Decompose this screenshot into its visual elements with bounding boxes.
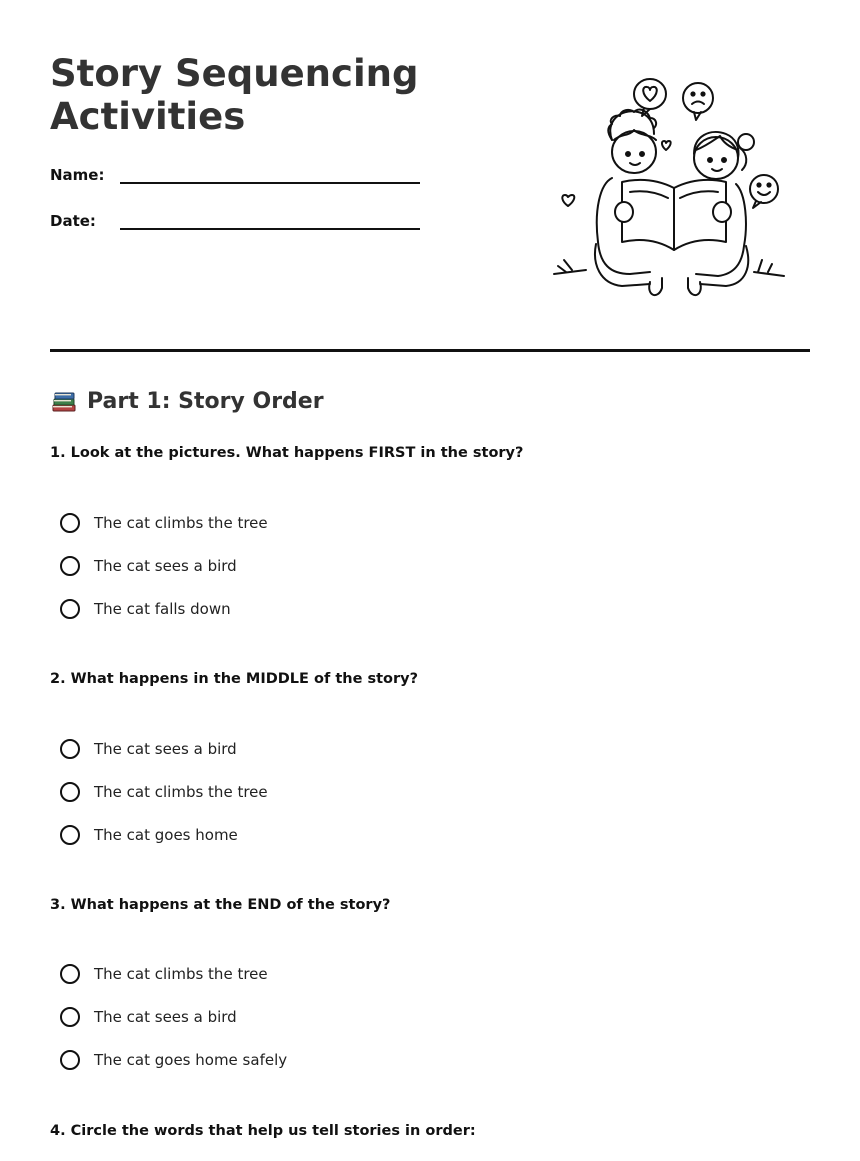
smiley-bubble-icon [750, 175, 778, 208]
radio-circle[interactable] [60, 964, 80, 984]
option-label: The cat sees a bird [94, 557, 237, 575]
name-field-row [50, 166, 420, 184]
option-label: The cat falls down [94, 600, 231, 618]
option-label: The cat goes home safely [94, 1051, 288, 1069]
q3-option-2[interactable] [60, 1004, 237, 1030]
q2-option-1[interactable] [60, 736, 237, 762]
option-label: The cat sees a bird [94, 740, 237, 758]
option-label: The cat climbs the tree [94, 783, 268, 801]
title-line-2: Activities [50, 95, 246, 138]
worksheet-header [50, 52, 810, 312]
radio-circle[interactable] [60, 556, 80, 576]
option-label: The cat climbs the tree [94, 514, 268, 532]
q1-option-2[interactable] [60, 553, 237, 579]
open-book [615, 180, 731, 250]
option-label: The cat goes home [94, 826, 238, 844]
title-line-1: Story Sequencing [50, 52, 419, 95]
radio-circle[interactable] [60, 825, 80, 845]
worried-face-bubble-icon [683, 83, 713, 120]
option-label: The cat sees a bird [94, 1008, 237, 1026]
radio-circle[interactable] [60, 782, 80, 802]
q3-option-3[interactable] [60, 1047, 287, 1073]
radio-circle[interactable] [60, 1050, 80, 1070]
books-icon [50, 387, 78, 415]
radio-circle[interactable] [60, 599, 80, 619]
option-label: The cat climbs the tree [94, 965, 268, 983]
radio-circle[interactable] [60, 739, 80, 759]
q3-option-1[interactable] [60, 961, 268, 987]
q1-option-3[interactable] [60, 596, 231, 622]
question-4: 4. Circle the words that help us tell stories in order: [50, 1123, 476, 1139]
section-title-text: Part 1: Story Order [87, 388, 324, 414]
date-label: Date: [50, 212, 96, 230]
question-3: 3. What happens at the END of the story? [50, 897, 391, 913]
q2-option-2[interactable] [60, 779, 268, 805]
section-title-part1 [50, 387, 324, 415]
question-2: 2. What happens in the MIDDLE of the story? [50, 671, 418, 687]
header-divider [50, 349, 810, 352]
q2-option-3[interactable] [60, 822, 238, 848]
q1-option-1[interactable] [60, 510, 268, 536]
date-field[interactable] [120, 212, 420, 230]
name-field[interactable] [120, 166, 420, 184]
worksheet-title [50, 52, 470, 138]
children-reading-illustration [550, 74, 790, 304]
name-label: Name: [50, 166, 105, 184]
question-1: 1. Look at the pictures. What happens FIRST in the story? [50, 445, 524, 461]
radio-circle[interactable] [60, 513, 80, 533]
radio-circle[interactable] [60, 1007, 80, 1027]
date-field-row [50, 212, 420, 230]
